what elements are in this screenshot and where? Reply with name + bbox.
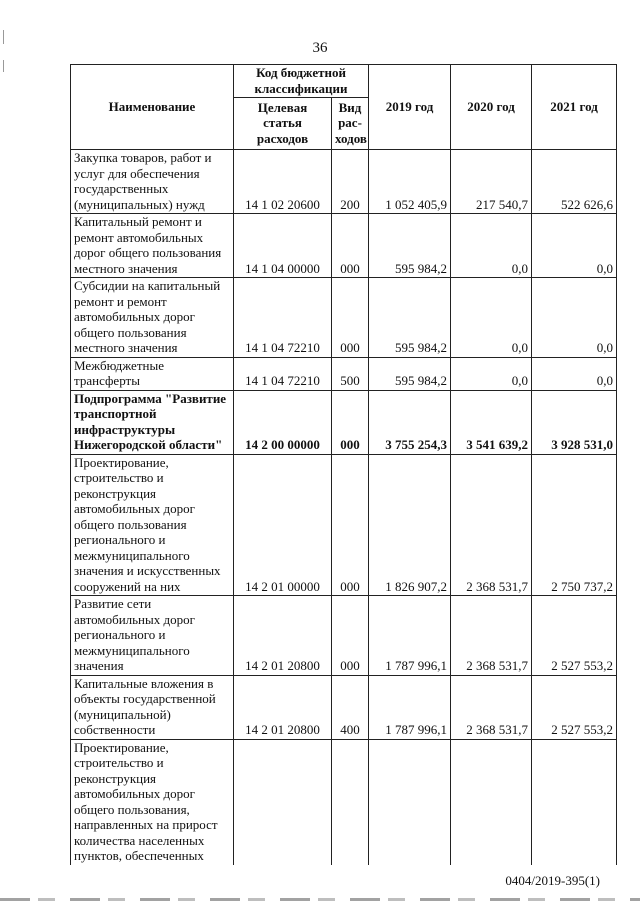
table-row [71, 454, 617, 596]
row-target-code: 14 1 04 72210 [234, 357, 332, 390]
row-value-2019: 1 787 996,1 [369, 675, 451, 739]
header-2019: 2019 год [369, 65, 451, 150]
row-value-2019: 595 984,2 [369, 214, 451, 278]
table-row [71, 675, 617, 739]
header-name: Наименование [71, 65, 234, 150]
header-2021: 2021 год [532, 65, 617, 150]
header-2020: 2020 год [451, 65, 532, 150]
row-name: Проектирование, строительство и реконструкция автомобильных дорог общего пользования регионального и межмуниципального значения и искусственных сооружений на них [71, 454, 234, 596]
scan-edge-artifact [0, 898, 640, 901]
row-value-2020: 3 541 639,2 [451, 390, 532, 454]
table-row [71, 596, 617, 676]
budget-table [70, 64, 617, 865]
row-expense-type: 500 [332, 357, 369, 390]
table-row-subprogram [71, 390, 617, 454]
header-expense-type: Вид рас-ходов [332, 98, 369, 150]
row-value-2020: 0,0 [451, 214, 532, 278]
row-expense-type: 000 [332, 278, 369, 358]
row-value-2020 [451, 739, 532, 865]
row-expense-type: 200 [332, 150, 369, 214]
row-value-2020: 2 368 531,7 [451, 454, 532, 596]
row-name: Проектирование, строительство и реконструкция автомобильных дорог общего пользования, направленных на прирост количества населенных пунктов, обеспеченных [71, 739, 234, 865]
row-target-code: 14 2 01 20800 [234, 675, 332, 739]
row-value-2021: 2 750 737,2 [532, 454, 617, 596]
document-registration-code: 0404/2019-395(1) [505, 873, 600, 888]
row-expense-type: 000 [332, 214, 369, 278]
table-row-continued [71, 739, 617, 865]
row-value-2021: 522 626,6 [532, 150, 617, 214]
row-value-2021: 3 928 531,0 [532, 390, 617, 454]
row-name: Подпрограмма "Развитие транспортной инфраструктуры Нижегородской области" [71, 390, 234, 454]
row-value-2019: 1 826 907,2 [369, 454, 451, 596]
row-value-2019: 1 787 996,1 [369, 596, 451, 676]
table-row [71, 214, 617, 278]
row-value-2020: 2 368 531,7 [451, 596, 532, 676]
row-value-2019: 595 984,2 [369, 278, 451, 358]
row-value-2021: 0,0 [532, 214, 617, 278]
page-number: 36 [312, 40, 328, 56]
row-name: Субсидии на капитальный ремонт и ремонт автомобильных дорог общего пользования местного значения [71, 278, 234, 358]
row-target-code: 14 2 01 00000 [234, 454, 332, 596]
row-expense-type: 000 [332, 390, 369, 454]
row-target-code: 14 1 04 72210 [234, 278, 332, 358]
table-header-row [71, 65, 617, 98]
row-value-2021: 0,0 [532, 278, 617, 358]
header-kbk-group: Код бюджетной классификации [234, 65, 369, 98]
table-row [71, 150, 617, 214]
row-name: Закупка товаров, работ и услуг для обеспечения государственных (муниципальных) нужд [71, 150, 234, 214]
row-name: Межбюджетные трансферты [71, 357, 234, 390]
row-target-code: 14 1 02 20600 [234, 150, 332, 214]
row-value-2019: 3 755 254,3 [369, 390, 451, 454]
table-row [71, 357, 617, 390]
row-value-2021: 2 527 553,2 [532, 675, 617, 739]
row-value-2019: 595 984,2 [369, 357, 451, 390]
row-value-2021: 0,0 [532, 357, 617, 390]
row-name: Развитие сети автомобильных дорог регионального и межмуниципального значения [71, 596, 234, 676]
row-value-2020: 0,0 [451, 357, 532, 390]
row-expense-type: 000 [332, 596, 369, 676]
row-name: Капитальный ремонт и ремонт автомобильных дорог общего пользования местного значения [71, 214, 234, 278]
row-target-code: 14 1 04 00000 [234, 214, 332, 278]
row-expense-type [332, 739, 369, 865]
row-value-2020: 2 368 531,7 [451, 675, 532, 739]
row-value-2020: 217 540,7 [451, 150, 532, 214]
row-target-code: 14 2 00 00000 [234, 390, 332, 454]
scan-margin-mark [3, 60, 4, 72]
table-row [71, 278, 617, 358]
row-value-2021 [532, 739, 617, 865]
row-target-code: 14 2 01 20800 [234, 596, 332, 676]
header-target-article: Целевая статья расходов [234, 98, 332, 150]
row-value-2019: 1 052 405,9 [369, 150, 451, 214]
row-value-2019 [369, 739, 451, 865]
row-expense-type: 400 [332, 675, 369, 739]
row-target-code [234, 739, 332, 865]
row-expense-type: 000 [332, 454, 369, 596]
row-value-2021: 2 527 553,2 [532, 596, 617, 676]
row-name: Капитальные вложения в объекты государственной (муниципальной) собственности [71, 675, 234, 739]
row-value-2020: 0,0 [451, 278, 532, 358]
